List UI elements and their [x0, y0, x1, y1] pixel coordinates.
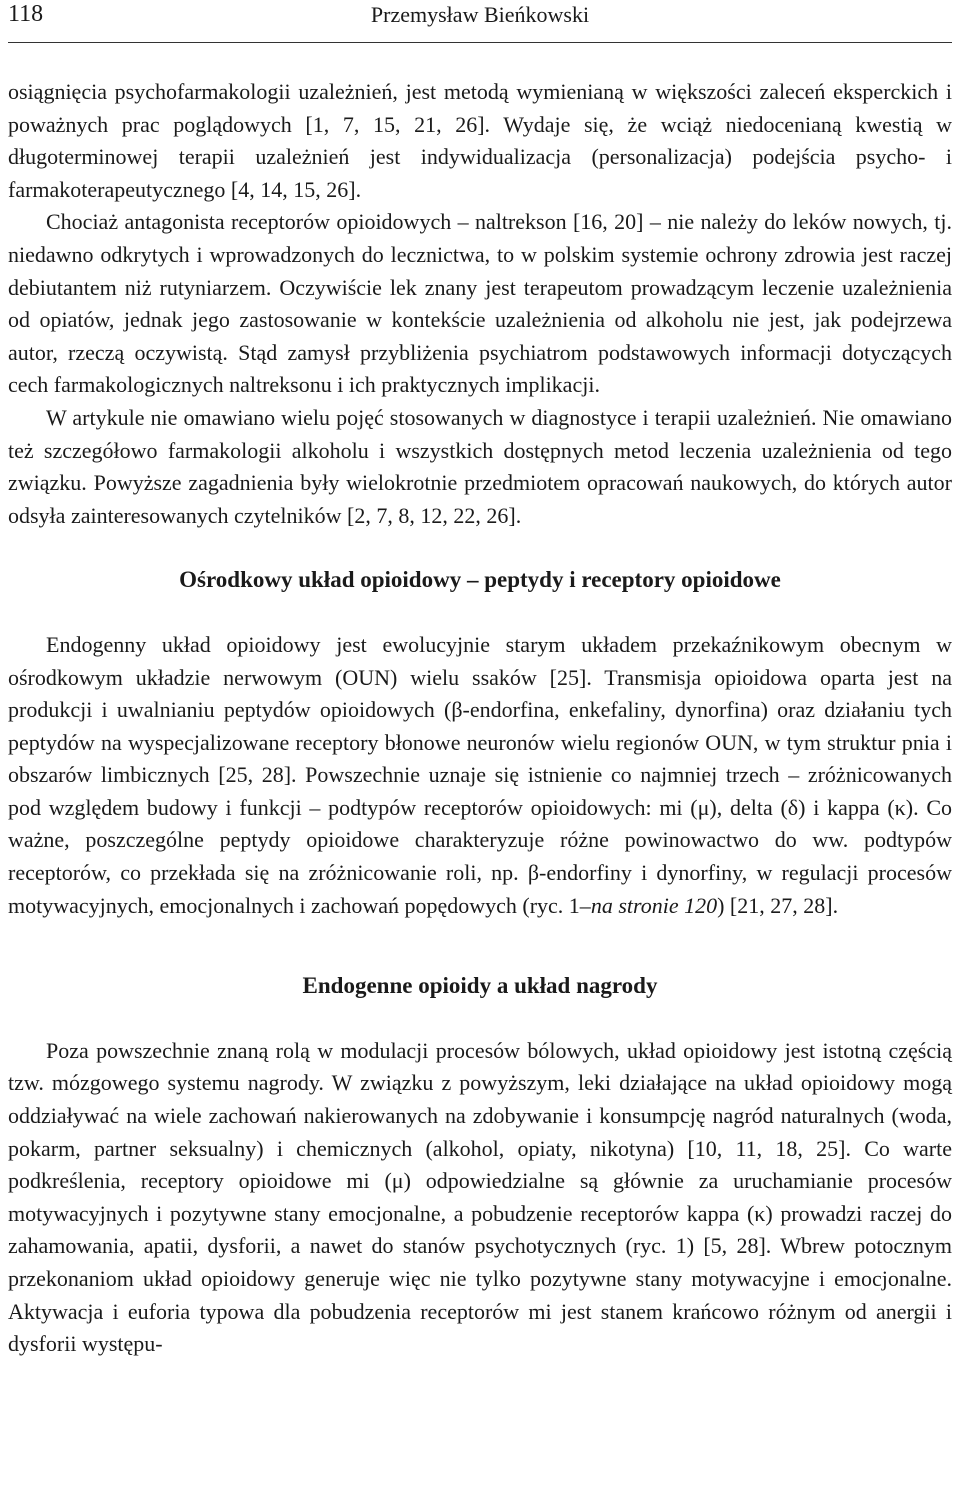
figure-page-reference: na stronie 120 — [590, 892, 718, 918]
paragraph-opioid-system — [8, 629, 952, 922]
section-heading-opioid-system: Ośrodkowy układ opioidowy – peptydy i receptory opioidowe — [179, 567, 781, 593]
paragraph-reward-system: Poza powszechnie znaną rolą w modulacji procesów bólowych, układ opioidowy jest istotną częścią tzw. mózgowego systemu nagrody. W związku z powyższym, leki działające na układ opioidowy mogą oddziaływać na wiele zachowań nakierowanych na zdobywanie i konsumpcję nagród naturalnych (woda, pokarm, partner seksualny) i chemicznych (alkohol, opiaty, nikotyna) [10, 11, 18, 25]. Co warte podkreślenia, receptory opioidowe mi (μ) odpowiedzialne są głównie za uruchamianie procesów motywacyjnych i pozytywne stany emocjonalne, a pobudzenie receptorów kappa (κ) prowadzi raczej do zahamowania, apatii, dysforii, a nawet do stanów psychotycznych (ryc. 1) [5, 28]. Wbrew potocznym przekonaniom układ opioidowy generuje więc nie tylko pozytywne stany motywacyjne i emocjonalne. Aktywacja i euforia typowa dla pobudzenia receptorów mi jest stanem krańcowo różnym od anergii i dysforii występu- — [8, 1037, 952, 1357]
section-heading-reward-system: Endogenne opioidy a układ nagrody — [302, 973, 658, 999]
running-header — [8, 0, 952, 43]
paragraph-opioid-system-text: Endogenny układ opioidowy jest ewolucyjnie starym układem przekaźnikowym obecnym w ośrodkowym układzie nerwowym (OUN) wielu ssaków [25]. Transmisja opioidowa oparta jest na produkcji i uwalnianiu peptydów opioidowych (β-endorfina, enkefaliny, dynorfina) oraz działaniu tych peptydów na wyspecjalizowane receptory błonowe neuronów wielu regionów OUN, w tym struktur pnia i obszarów limbicznych [25, 28]. Powszechnie uznaje się istnienie co najmniej trzech – zróżnicowanych pod względem budowy i funkcji – podtypów receptorów opioidowych: mi (μ), delta (δ) i kappa (κ). Co ważne, poszczególne peptydy opioidowe charakteryzuje różne powinowactwo do ww. podtypów receptorów, co przekłada się na zróżnicowanie roli, np. β-endorfiny i dynorfiny, w regulacji procesów motywacyjnych, emocjonalnych i zachowań popędowych (ryc. 1– — [8, 631, 952, 918]
paragraph-continued: osiągnięcia psychofarmakologii uzależnień, jest metodą wymienianą w większości zaleceń eksperckich i poważnych prac poglądowych [1, 7, 15, 21, 26]. Wydaje się, że wciąż niedocenianą kwestią w długoterminowej terapii uzależnień jest indywidualizacja (personalizacja) podejścia psycho- i farmakoterapeutycznego [4, 14, 15, 26]. — [8, 79, 952, 202]
paragraph-scope: W artykule nie omawiano wielu pojęć stosowanych w diagnostyce i terapii uzależnień. Nie omawiano też szczegółowo farmakologii alkoholu i wszystkich dostępnych metod leczenia uzależnienia od tego związku. Powyższe zagadnienia były wielokrotnie przedmiotem opracowań naukowych, do których autor odsyła zainteresowanych czytelników [2, 7, 8, 12, 22, 26]. — [8, 404, 952, 528]
body-text — [8, 76, 952, 1361]
document-page — [8, 0, 952, 1357]
page-number: 118 — [8, 1, 44, 27]
paragraph-naltrekson: Chociaż antagonista receptorów opioidowych – naltrekson [16, 20] – nie należy do leków nowych, tj. niedawno odkrytych i wprowadzonych do lecznictwa, to w polskim systemie ochrony zdrowia jest raczej debiutantem niż rutyniarzem. Oczywiście lek znany jest terapeutom prowadzącym leczenie uzależnienia od opiatów, jednak jego zastosowanie w kontekście uzależnienia od alkoholu nie jest, jak podejrzewa autor, rzeczą oczywistą. Stąd zamysł przybliżenia psychiatrom podstawowych informacji dotyczących cech farmakologicznych naltreksonu i ich praktycznych implikacji. — [8, 209, 952, 398]
paragraph-opioid-system-citations: ) [21, 27, 28]. — [717, 892, 839, 918]
running-header-author: Przemysław Bieńkowski — [370, 2, 590, 27]
